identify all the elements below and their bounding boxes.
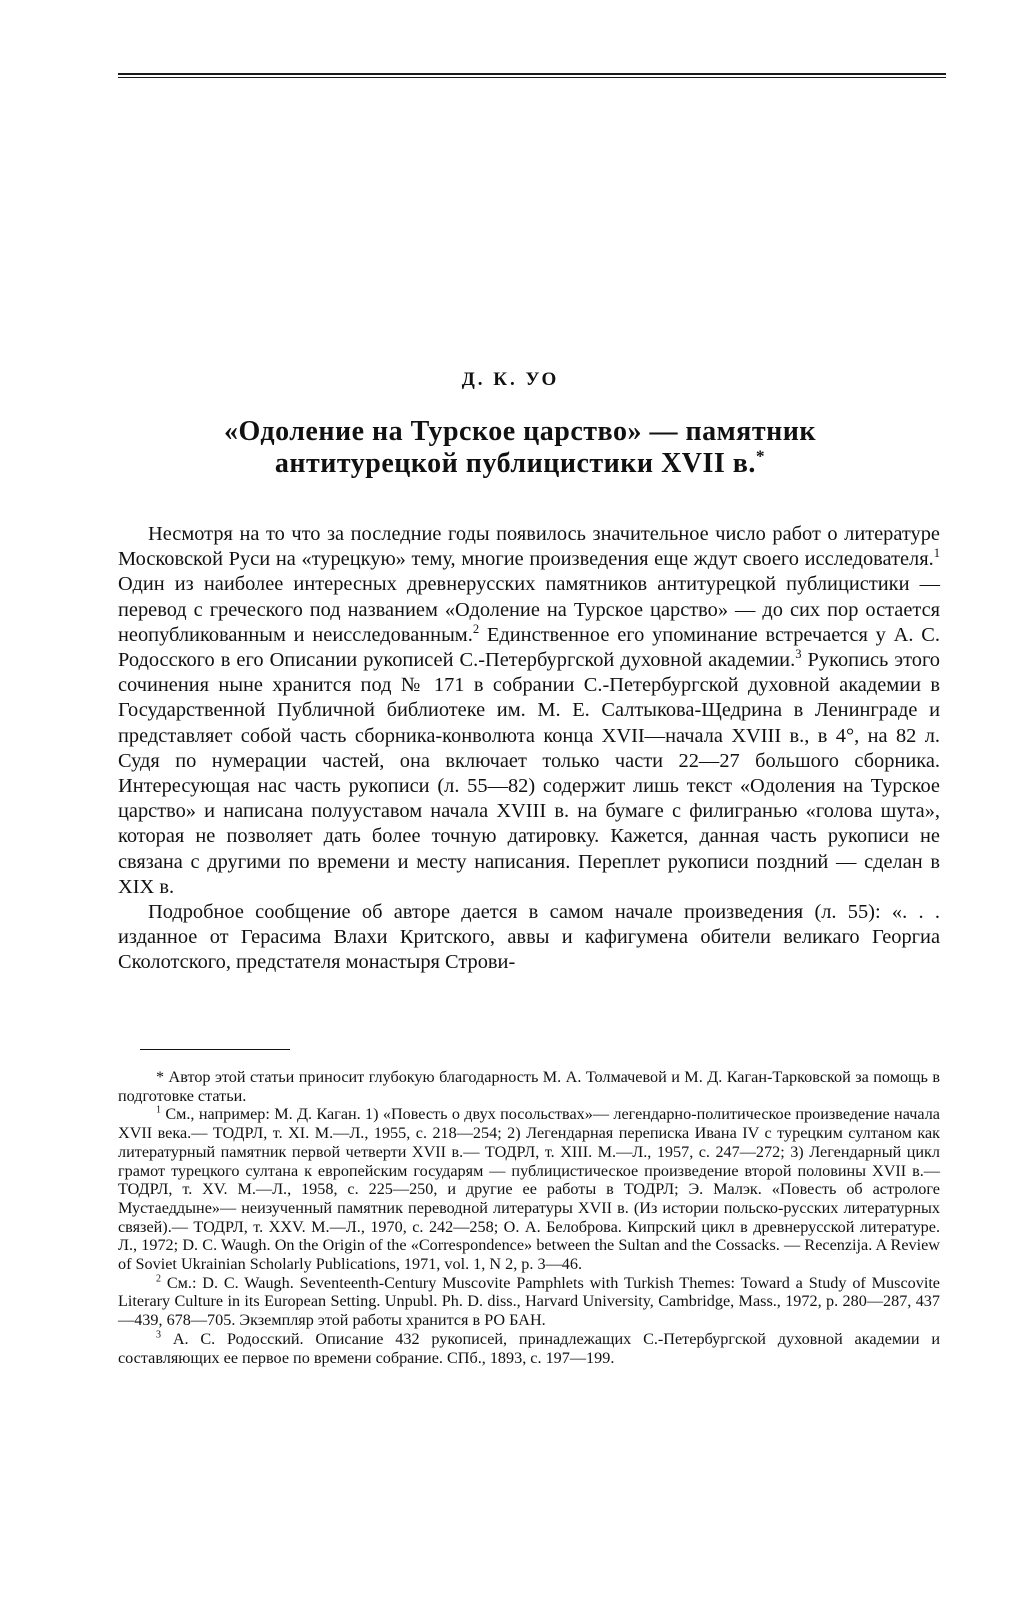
paragraph-1-part-b: Один из наиболее интересных древнерусских памятников антитурецкой публицистики — перевод с греческого под названием «Одоление на Турское царство» — до сих пор остается неопубликованным и неисследованным. (118, 573, 940, 646)
footnote-1-text: См., например: М. Д. Каган. 1) «Повесть о двух посольствах»— легендарно-политическое произведение начала XVII века.— ТОДРЛ, т. XI. М.—Л., 1955, с. 218—254; 2) Легендарная переписка Ивана IV с турецким султаном как литературный памятник первой четверти XVII в.— ТОДРЛ, т. XIII. М.—Л., 1957, с. 247—272; 3) Легендарный цикл грамот турецкого султана к европейским государям — публицистическое произведение второй половины XVII в.— ТОДРЛ, т. XV. М.—Л., 1958, с. 225—250, и другие ее работы в ТОДРЛ; Э. Малэк. «Повесть об астрологе Мустаеддыне»— неизученный памятник переводной литературы XVII в. (Из истории польско-русских литературных связей).— ТОДРЛ, т. XXV. М.—Л., 1970, с. 242—258; О. А. Белоброва. Кипрский цикл в древнерусской литературе. Л., 1972; D. C. Waugh. On the Origin of the «Correspondence» between the Sultan and the Cossacks. — Recenzija. A Review of Soviet Ukrainian Scholarly Publications, 1971, vol. 1, N 2, p. 3—46. (118, 1105, 940, 1274)
paragraph-1-part-c: Единственное его упоминание встречается у А. С. Родосского в его Описании рукописей С.-Петербургской духовной академии. (118, 623, 940, 672)
footnote-2 (118, 1274, 940, 1330)
title-footnote-mark: * (755, 446, 766, 466)
article-title (140, 416, 900, 480)
paragraph-2: Подробное сообщение об авторе дается в самом начале произведения (л. 55): «. . . изданное от Герасима Влахи Критского, аввы и кафигумена обители великаго Георгиа Сколотского, предстателя монастыря Строви- (118, 901, 940, 974)
footnote-1-number: 1 (156, 1105, 162, 1117)
footnotes (118, 1068, 940, 1367)
footnote-2-number: 2 (156, 1273, 162, 1285)
footnote-1 (118, 1105, 940, 1273)
paragraph-1-part-a: Несмотря на то что за последние годы появилось значительное число работ о литературе Московской Руси на «турецкую» тему, многие произведения еще ждут своего исследователя. (118, 523, 940, 571)
top-rule (118, 73, 946, 78)
paragraph-1 (118, 522, 940, 900)
footnote-ref-1: 1 (933, 546, 940, 561)
title-line-2: антитурецкой публицистики XVII в. (274, 448, 756, 479)
footnote-star: * Автор этой статьи приносит глубокую благодарность М. А. Толмачевой и М. Д. Каган-Тарковской за помощь в подготовке статьи. (118, 1068, 940, 1105)
author-name: Д. К. УО (461, 369, 560, 390)
footnote-2-text: См.: D. C. Waugh. Seventeenth-Century Muscovite Pamphlets with Turkish Themes: Toward a Study of Muscovite Literary Culture in its European Setting. Unpubl. Ph. D. diss., Harvard University, Cambridge, Mass., 1972, p. 280—287, 437—439, 678—705. Экземпляр этой работы хранится в РО БАН. (118, 1273, 940, 1330)
article-body (118, 522, 940, 976)
footnote-3-text: А. С. Родосский. Описание 432 рукописей, принадлежащих С.-Петербургской духовной академии и составляющих ее первое по времени собрание. СПб., 1893, с. 197—199. (118, 1329, 940, 1367)
footnote-3 (118, 1330, 940, 1367)
footnote-ref-2: 2 (472, 622, 480, 637)
title-line-1: «Одоление на Турское царство» — памятник (224, 416, 816, 447)
footnote-ref-3: 3 (795, 647, 802, 662)
footnote-3-number: 3 (156, 1329, 162, 1341)
paragraph-1-part-d: Рукопись этого сочинения ныне хранится под № 171 в собрании С.-Петербургской духовной академии в Государственной Публичной библиотеке им. М. Е. Салтыкова-Щедрина в Ленинграде и представляет собой часть сборника-конволюта конца XVII—начала XVIII в., в 4°, на 82 л. Судя по нумерации частей, она включает только части 22—27 большого сборника. Интересующая нас часть рукописи (л. 55—82) содержит лишь текст «Одоления на Турское царство» и написана полууставом начала XVIII в. на бумаге с филигранью «голова шута», которая не позволяет дать более точную датировку. Кажется, данная часть рукописи не связана с другими по времени и месту написания. Переплет рукописи поздний — сделан в XIX в. (118, 649, 940, 898)
footnote-separator (140, 1049, 290, 1050)
